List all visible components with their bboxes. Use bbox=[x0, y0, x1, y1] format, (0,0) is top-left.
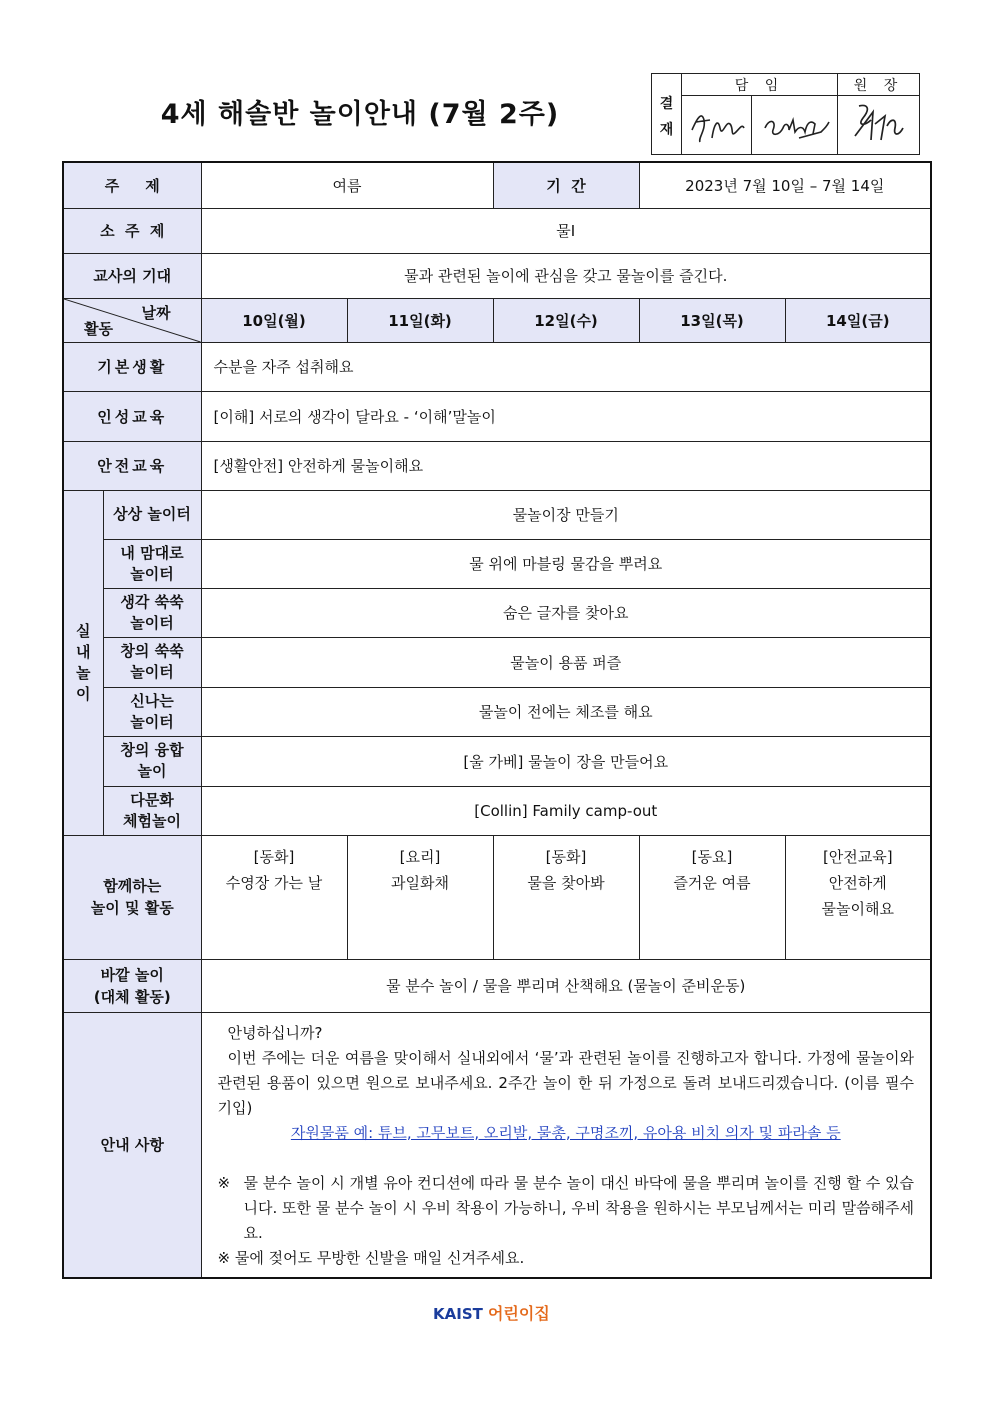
subtheme-value: 물Ⅰ bbox=[201, 208, 931, 253]
note-mark: ※ bbox=[217, 1173, 231, 1192]
notice-greeting: 안녕하십니까? bbox=[227, 1023, 323, 1042]
approval-label bbox=[652, 74, 682, 155]
notice-paragraph: 이번 주에는 더운 여름을 맞이해서 실내외에서 ‘물’과 관련된 놀이를 진행하고자 합니다. 가정에 물놀이와 관련된 용품이 있으면 원으로 보내주세요. 2주간 놀이 한 뒤 가정으로 돌려 보내드리겠습니다. (이름 필수 기입) bbox=[217, 1048, 915, 1117]
period-value: 2023년 7월 10일 – 7월 14일 bbox=[639, 162, 931, 208]
teacher-label: 담 임 bbox=[682, 74, 838, 96]
together-cell: [동요] 즐거운 여름 bbox=[639, 835, 785, 959]
notice-note-1-text: 물 분수 놀이 시 개별 유아 컨디션에 따라 물 분수 놀이 대신 바닥에 물을 뿌리며 놀이를 진행 할 수 있습니다. 또한 물 분수 놀이 시 우비 착용이 가능하니, 우비 착용을 원하시는 부모님께서는 미리 말씀해주세요. bbox=[243, 1173, 915, 1242]
indoor-play-label bbox=[63, 490, 103, 835]
signature-1-icon bbox=[684, 98, 750, 148]
character-value: [이해] 서로의 생각이 달라요 - ‘이해’말놀이 bbox=[201, 391, 931, 441]
day-header: 14일(금) bbox=[785, 298, 931, 342]
signature-3-icon bbox=[841, 96, 917, 150]
basic-life-value: 수분을 자주 섭취해요 bbox=[201, 342, 931, 391]
expectation-label: 교사의 기대 bbox=[63, 253, 201, 298]
together-cell: [동화] 물을 찾아봐 bbox=[493, 835, 639, 959]
basic-life-label: 기본생활 bbox=[63, 342, 201, 391]
resource-items-link[interactable]: 자원물품 예: 튜브, 고무보트, 오리발, 물총, 구명조끼, 유아용 비치 의자 및 파라솔 등 bbox=[290, 1123, 841, 1142]
indoor-row-value: 물놀이 전에는 체조를 해요 bbox=[201, 687, 931, 736]
day-header: 10일(월) bbox=[201, 298, 347, 342]
schedule-table bbox=[62, 161, 932, 1279]
indoor-row-label: 상상 놀이터 bbox=[103, 490, 201, 539]
subtheme-label: 소 주 제 bbox=[63, 208, 201, 253]
character-label: 인성교육 bbox=[63, 391, 201, 441]
day-header: 11일(화) bbox=[347, 298, 493, 342]
together-cell: [안전교육] 안전하게 물놀이해요 bbox=[785, 835, 931, 959]
expectation-value: 물과 관련된 놀이에 관심을 갖고 물놀이를 즐긴다. bbox=[201, 253, 931, 298]
indoor-row-value: [울 가베] 물놀이 장을 만들어요 bbox=[201, 736, 931, 786]
day-header: 12일(수) bbox=[493, 298, 639, 342]
theme-label: 주 제 bbox=[63, 162, 201, 208]
notice-note-1 bbox=[218, 1171, 915, 1246]
safety-value: [생활안전] 안전하게 물놀이해요 bbox=[201, 441, 931, 490]
indoor-row-value: [Collin] Family camp-out bbox=[201, 786, 931, 835]
together-cell: [요리] 과일화채 bbox=[347, 835, 493, 959]
indoor-row-label: 신나는 놀이터 bbox=[103, 687, 201, 736]
indoor-row-value: 물놀이 용품 퍼즐 bbox=[201, 637, 931, 687]
signature-2-icon bbox=[755, 98, 835, 148]
logo-korean: 어린이집 bbox=[487, 1304, 550, 1323]
safety-label: 안전교육 bbox=[63, 441, 201, 490]
kaist-logo bbox=[433, 1301, 563, 1329]
teacher-signature-2 bbox=[752, 96, 838, 155]
together-label: 함께하는 놀이 및 활동 bbox=[63, 835, 201, 959]
notice-note-2: ※ 물에 젖어도 무방한 신발을 매일 신겨주세요. bbox=[217, 1248, 525, 1267]
indoor-play-label-text: 실 내 놀 이 bbox=[76, 621, 91, 703]
theme-value: 여름 bbox=[201, 162, 493, 208]
director-label: 원 장 bbox=[838, 74, 920, 96]
period-label: 기 간 bbox=[493, 162, 639, 208]
notice-content bbox=[201, 1012, 931, 1278]
indoor-row-value: 물 위에 마블링 물감을 뿌려요 bbox=[201, 539, 931, 588]
director-signature bbox=[838, 96, 920, 155]
outdoor-value: 물 분수 놀이 / 물을 뿌리며 산책해요 (물놀이 준비운동) bbox=[201, 959, 931, 1012]
indoor-row-label: 다문화 체험놀이 bbox=[103, 786, 201, 835]
approval-box bbox=[651, 73, 920, 155]
indoor-row-label: 창의 융합 놀이 bbox=[103, 736, 201, 786]
notice-spacer bbox=[218, 1146, 915, 1171]
together-cell: [동화] 수영장 가는 날 bbox=[201, 835, 347, 959]
logo-english: KAIST bbox=[433, 1305, 483, 1323]
indoor-row-label: 내 맘대로 놀이터 bbox=[103, 539, 201, 588]
outdoor-label: 바깥 놀이 (대체 활동) bbox=[63, 959, 201, 1012]
notice-label: 안내 사항 bbox=[63, 1012, 201, 1278]
indoor-row-value: 물놀이장 만들기 bbox=[201, 490, 931, 539]
page-title: 4세 해솔반 놀이안내 (7월 2주) bbox=[160, 99, 560, 130]
day-header: 13일(목) bbox=[639, 298, 785, 342]
date-activity-header bbox=[63, 298, 201, 342]
date-label: 날짜 bbox=[141, 303, 171, 322]
teacher-signature-1 bbox=[682, 96, 752, 155]
activity-label: 활동 bbox=[84, 319, 113, 338]
indoor-row-value: 숨은 글자를 찾아요 bbox=[201, 588, 931, 637]
indoor-row-label: 창의 쑥쑥 놀이터 bbox=[103, 637, 201, 687]
indoor-row-label: 생각 쑥쑥 놀이터 bbox=[103, 588, 201, 637]
approval-label-text: 결 재 bbox=[659, 96, 674, 138]
